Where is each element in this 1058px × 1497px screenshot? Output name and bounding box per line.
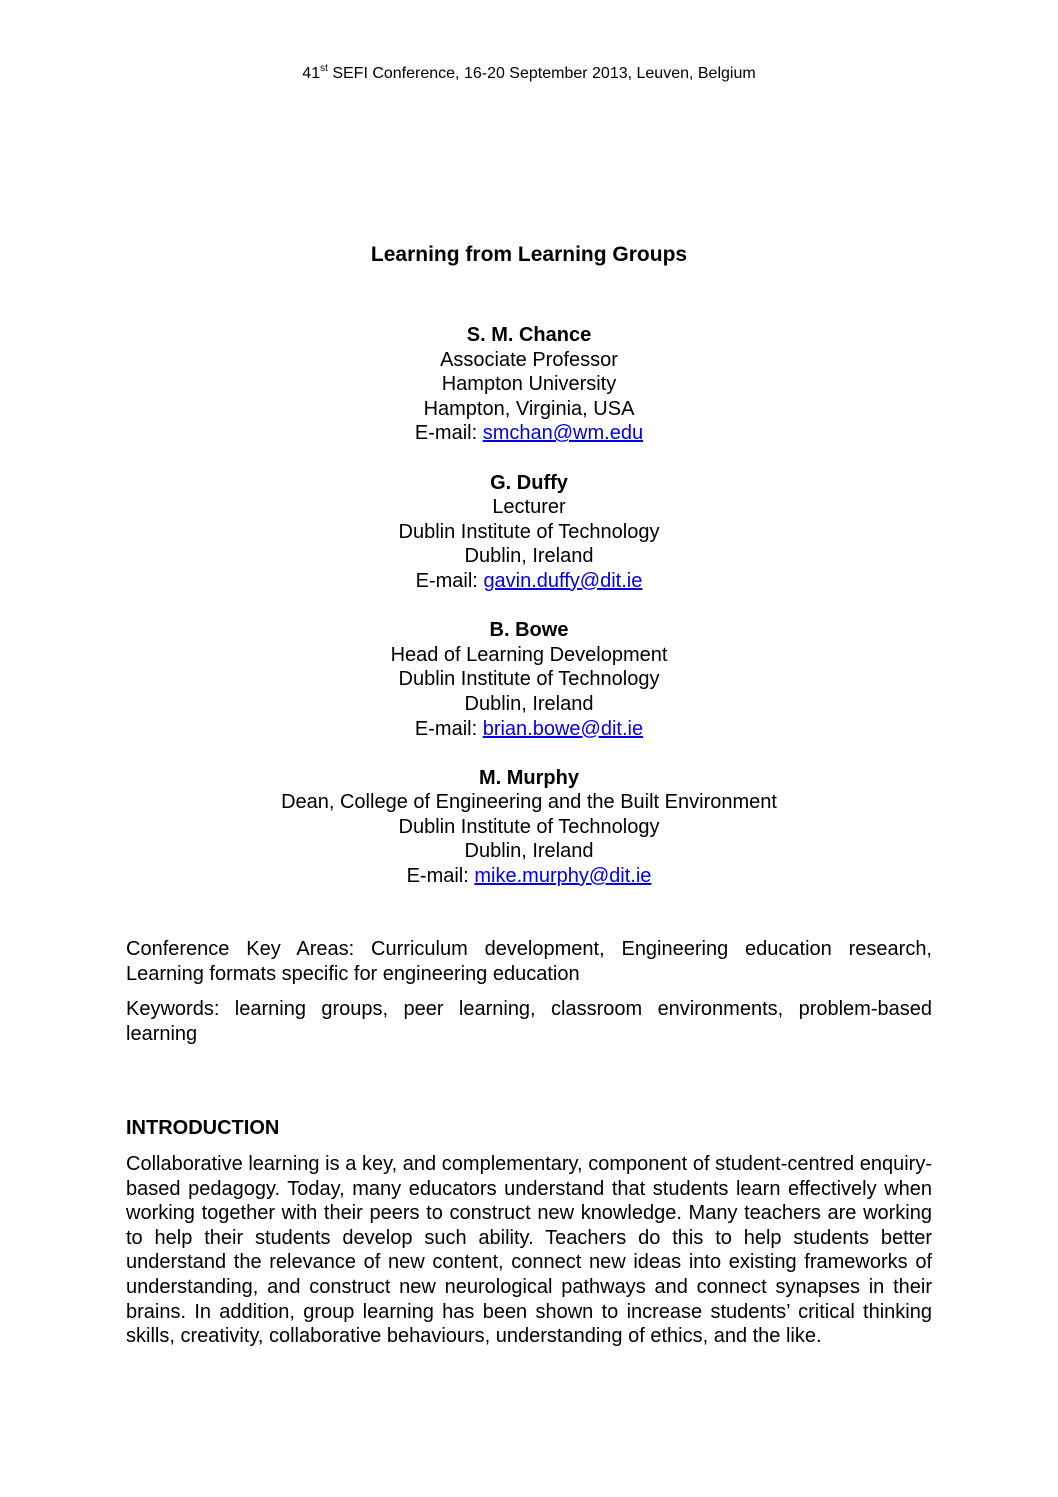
author-name: M. Murphy (479, 766, 579, 789)
author-institution: Hampton University (441, 373, 617, 396)
author-block (0, 471, 1058, 594)
author-location: Dublin, Ireland (464, 545, 594, 568)
running-header (0, 63, 1058, 85)
header-number: 41 (302, 65, 321, 82)
author-block (0, 618, 1058, 741)
author-institution: Dublin Institute of Technology (398, 668, 660, 691)
author-block (0, 323, 1058, 446)
author-name: S. M. Chance (466, 324, 592, 346)
email-label: E-mail: (415, 569, 484, 592)
author-institution: Dublin Institute of Technology (398, 815, 660, 838)
keywords (126, 997, 932, 1046)
author-email-line (0, 421, 1058, 446)
introduction-paragraph: Collaborative learning is a key, and complementary, component of student-centred enquiry-based pedagogy. Today, many educators understand that students learn effectively when working together with their peers to construct new knowledge. Many teachers are working to help their students develop such ability. Teachers do this to help students better understand the relevance of new content, connect new ideas into existing frameworks of understanding, and construct new neurological pathways and connect synapses in their brains. In addition, group learning has been shown to increase students’ critical thinking skills, creativity, collaborative behaviours, understanding of ethics, and the like. (126, 1153, 932, 1348)
email-link[interactable]: gavin.duffy@dit.ie (483, 569, 643, 592)
author-location: Dublin, Ireland (464, 840, 594, 863)
author-role: Head of Learning Development (390, 643, 668, 666)
email-label: E-mail: (414, 422, 483, 445)
header-superscript: st (320, 63, 328, 74)
author-location: Dublin, Ireland (464, 692, 594, 715)
author-list (0, 323, 1058, 913)
email-label: E-mail: (414, 717, 483, 740)
author-role: Associate Professor (440, 348, 618, 371)
author-name: B. Bowe (489, 619, 569, 642)
author-email-line (0, 864, 1058, 889)
section-heading: INTRODUCTION (126, 1117, 280, 1139)
paper-title: Learning from Learning Groups (370, 243, 688, 266)
email-link[interactable]: mike.murphy@dit.ie (474, 865, 652, 888)
key-areas-text: Conference Key Areas: Curriculum development, Engineering education research, Learning formats specific for engineering education (126, 938, 932, 985)
author-institution: Dublin Institute of Technology (398, 520, 660, 543)
introduction-section (126, 1152, 932, 1349)
author-email-line (0, 717, 1058, 742)
header-text: SEFI Conference, 16-20 September 2013, Leuven, Belgium (327, 65, 756, 82)
conference-key-areas (126, 937, 932, 986)
author-role: Lecturer (492, 496, 566, 519)
author-name: G. Duffy (490, 471, 568, 494)
keywords-text: Keywords: learning groups, peer learning, classroom environments, problem-based learning (126, 998, 932, 1045)
email-label: E-mail: (406, 865, 475, 888)
author-role: Dean, College of Engineering and the Built Environment (281, 791, 777, 814)
email-link[interactable]: smchan@wm.edu (482, 422, 644, 445)
email-link[interactable]: brian.bowe@dit.ie (482, 717, 644, 740)
author-location: Hampton, Virginia, USA (423, 397, 635, 420)
author-email-line (0, 569, 1058, 594)
author-block (0, 766, 1058, 889)
